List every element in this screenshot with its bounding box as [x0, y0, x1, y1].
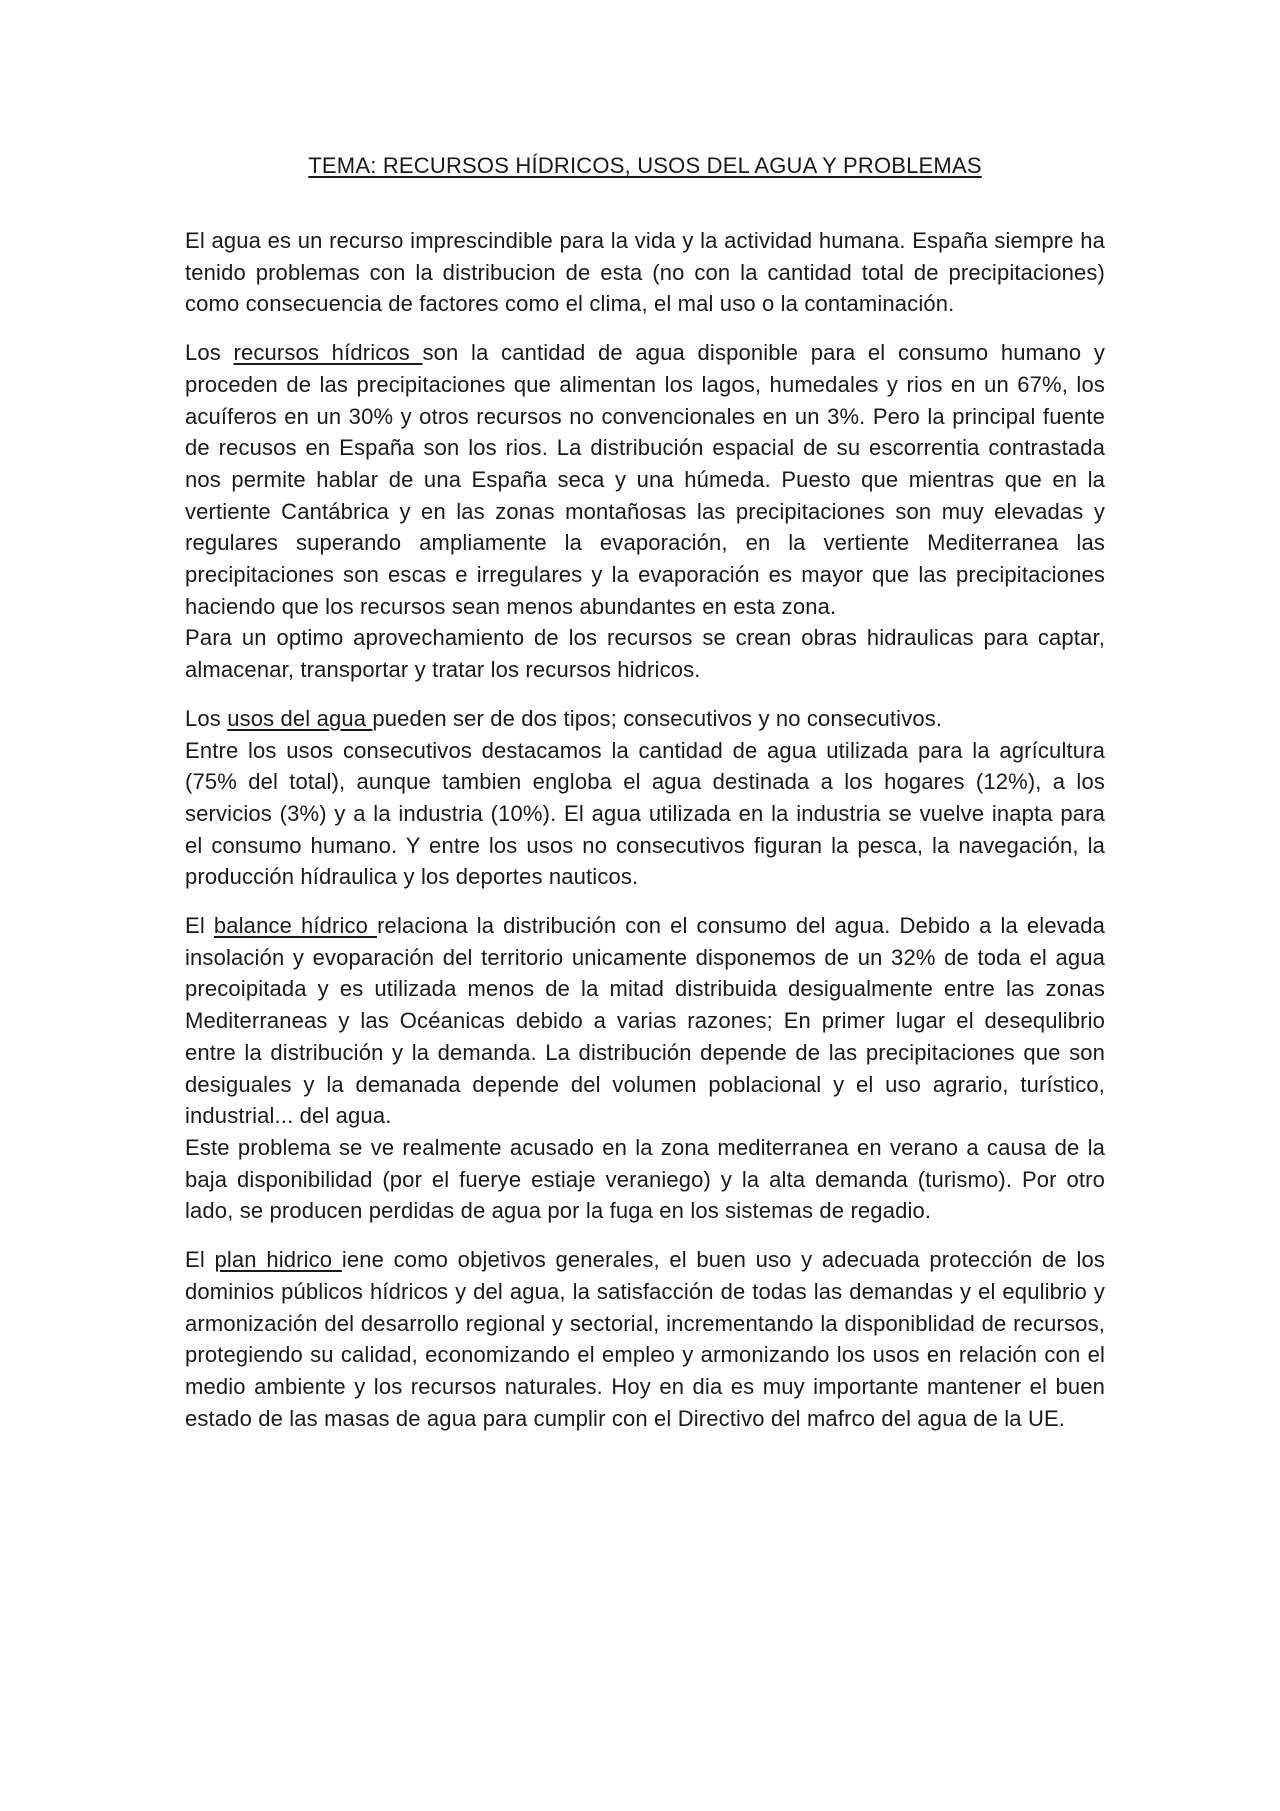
intro-paragraph: El agua es un recurso imprescindible para la vida y la actividad humana. España siempre ha tenido problemas con la distribucion de esta (no con la cantidad total de precipitaciones) como consecuencia de factores como el clima, el mal uso o la contaminación.	[185, 228, 1105, 317]
document-body	[185, 150, 1105, 1451]
usos-agua-paragraph	[185, 703, 1105, 893]
paragraph-lead: Los	[185, 340, 234, 366]
paragraph-body	[185, 703, 1105, 735]
paragraph-continuation: Entre los usos consecutivos destacamos la cantidad de agua utilizada para la agrícultura (75% del total), aunque tambien engloba el agua destinada a los hogares (12%), a los servicios (3%) y a la industria (10%). El agua utilizada en la industria se vuelve inapta para el consumo humano. Y entre los usos no consecutivos figuran la pesca, la navegación, la producción hídraulica y los deportes nauticos.	[185, 737, 1105, 890]
paragraph-continuation: Para un optimo aprovechamiento de los recursos se crean obras hidraulicas para captar, almacenar, transportar y tratar los recursos hidricos.	[185, 625, 1105, 683]
balance-hidrico-paragraph	[185, 910, 1105, 1227]
term-usos-del-agua: usos del agua	[227, 705, 373, 731]
recursos-hidricos-paragraph	[185, 337, 1105, 686]
paragraph-lead: El	[185, 913, 214, 939]
plan-hidrico-paragraph	[185, 1244, 1105, 1434]
paragraph-body	[185, 337, 1105, 622]
paragraph-text: pueden ser de dos tipos; consecutivos y no consecutivos.	[372, 705, 943, 731]
document-title: TEMA: RECURSOS HÍDRICOS, USOS DEL AGUA Y PROBLEMAS	[308, 153, 982, 178]
paragraph-lead: Los	[185, 705, 228, 731]
term-recursos-hidricos: recursos hídricos	[233, 340, 423, 366]
paragraph-text: son la cantidad de agua disponible para el consumo humano y proceden de las precipitaciones que alimentan los lagos, humedales y rios en un 67%, los acuíferos en un 30% y otros recursos no convencionales en un 3%. Pero la principal fuente de recusos en España son los rios. La distribución espacial de su escorrentia contrastada nos permite hablar de una España seca y una húmeda. Puesto que mientras que en la vertiente Cantábrica y en las zonas montañosas las precipitaciones son muy elevadas y regulares superando ampliamente la evaporación, en la vertiente Mediterranea las precipitaciones son escas e irregulares y la evaporación es mayor que las precipitaciones haciendo que los recursos sean menos abundantes en esta zona.	[185, 340, 1106, 619]
paragraph-body	[185, 1244, 1105, 1434]
term-plan-hidrico: plan hidrico	[214, 1247, 342, 1273]
paragraph-body	[185, 910, 1105, 1132]
paragraph-text: iene como objetivos generales, el buen uso y adecuada protección de los dominios públicos hídricos y del agua, la satisfacción de todas las demandas y el equlibrio y armonización del desarrollo regional y sectorial, incrementando la disponiblidad de recursos, protegiendo su calidad, economizando el empleo y armonizando los usos en relación con el medio ambiente y los recursos naturales. Hoy en dia es muy importante mantener el buen estado de las masas de agua para cumplir con el Directivo del mafrco del agua de la UE.	[185, 1247, 1106, 1431]
paragraph-lead: El	[185, 1247, 215, 1273]
paragraph-continuation: Este problema se ve realmente acusado en la zona mediterranea en verano a causa de la baja disponibilidad (por el fuerye estiaje veraniego) y la alta demanda (turismo). Por otro lado, se producen perdidas de agua por la fuga en los sistemas de regadio.	[185, 1134, 1105, 1224]
paragraph-text: relaciona la distribución con el consumo del agua. Debido a la elevada insolación y evoparación del territorio unicamente disponemos de un 32% de toda el agua precoipitada y es utilizada menos de la mitad distribuida desigualmente entre las zonas Mediterraneas y las Océanicas debido a varias razones; En primer lugar el desequlibrio entre la distribución y la demanda. La distribución depende de las precipitaciones que son desiguales y la demanada depende del volumen poblacional y el uso agrario, turístico, industrial... del agua.	[185, 913, 1106, 1129]
term-balance-hidrico: balance hídrico	[213, 913, 378, 939]
